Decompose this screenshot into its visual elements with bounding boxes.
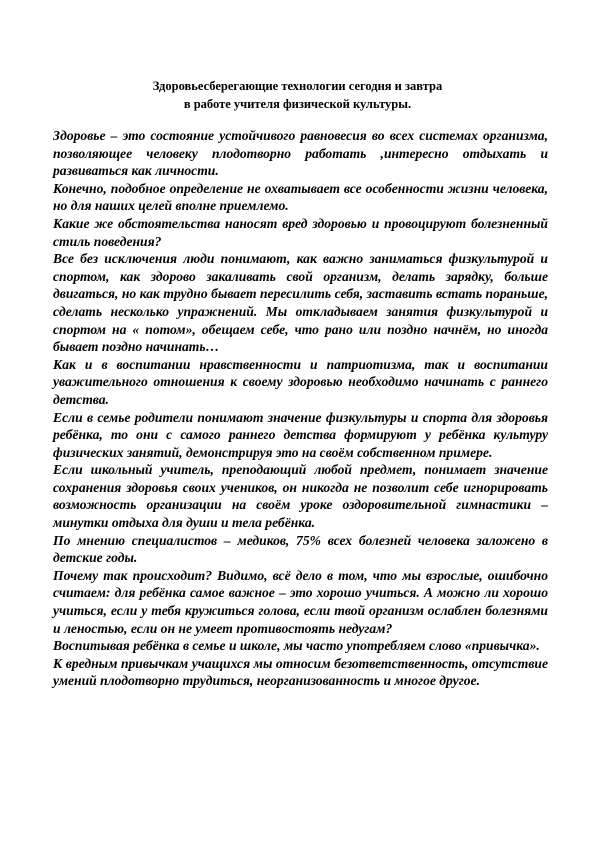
paragraph-family-role: Если в семье родители понимают значение физкультуры и спорта для здоровья ребёнка, то они с самого раннего детства формируют у ребёнка культуру физических занятий, демонстрируя это на своём собственном примере. — [53, 409, 548, 460]
paragraph-why-question: Почему так происходит? Видимо, всё дело в том, что мы взрослые, ошибочно считаем: для ребёнка самое важное – это хорошо учиться. А можно ли хорошо учиться, если у тебя кружиться голова, если твой организм ослаблен болезнями и леностью, если он не умеет противостоять недугам? — [53, 567, 548, 636]
paragraph-bad-habits: К вредным привычкам учащихся мы относим безответственность, отсутствие умений плодотворно трудиться, неорганизованность и многое другое. — [53, 655, 548, 689]
paragraph-school-teacher: Если школьный учитель, преподающий любой предмет, понимает значение сохранения здоровья своих учеников, он никогда не позволит себе игнорировать возможность организации на своём уроке оздоровительной гимнастики – минутки отдыха для души и тела ребёнка. — [53, 462, 548, 531]
document-body — [53, 127, 548, 690]
paragraph-health-definition: Здоровье – это состояние устойчивого равновесия во всех системах организма, позволяющее человеку плодотворно работать ,интересно отдыхать и развиваться как личности. — [53, 128, 548, 179]
title-line-1: Здоровьесберегающие технологии сегодня и завтра — [152, 79, 443, 93]
paragraph-early-childhood: Как и в воспитании нравственности и патриотизма, так и воспитании уважительного отношения к своему здоровью необходимо начинать с раннего детства. — [53, 356, 548, 407]
paragraph-definition-note: Конечно, подобное определение не охватывает все особенности жизни человека, но для наших целей вполне приемлемо. — [53, 180, 548, 214]
paragraph-harm-question: Какие же обстоятельства наносят вред здоровью и провоцируют болезненный стиль поведения? — [53, 215, 548, 249]
document-title — [60, 77, 535, 113]
paragraph-habit-word: Воспитывая ребёнка в семье и школе, мы часто употребляем слово «привычка». — [53, 638, 540, 654]
paragraph-physical-culture: Все без исключения люди понимают, как важно заниматься физкультурой и спортом, как здорово закаливать свой организм, делать зарядку, больше двигаться, но как трудно бывает пересилить себя, заставить встать пораньше, сделать несколько упражнений. Мы откладываем занятия физкультурой и спортом на « потом», обещаем себе, что рано или поздно начнём, но иногда бывает поздно начинать… — [53, 251, 548, 355]
title-line-2: в работе учителя физической культуры. — [183, 97, 412, 111]
paragraph-medical-statistics: По мнению специалистов – медиков, 75% всех болезней человека заложено в детские годы. — [53, 532, 548, 566]
